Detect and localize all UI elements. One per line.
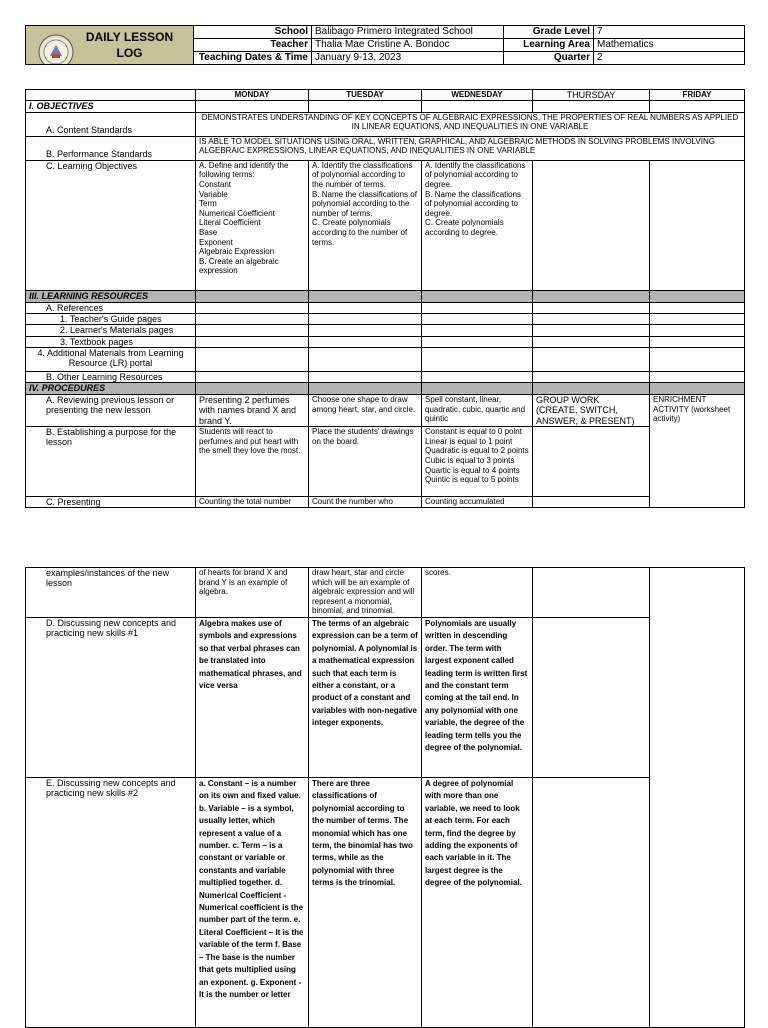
procedure-e-monday: a. Constant – is a number on its own and fixed value. b. Variable – is a symbol, usually letter, which represent a value of a number. c. Term – is a constant or variable or constants and variable multiplied together. d. Numerical Coefficient - Numerical coefficient is the number part of the term. e. Literal Coefficient – It is the variable of the term f. Base – The base is the number that gets multiplied using an exponent. g. Exponent - It is the number or letter	[196, 778, 309, 1028]
objectives-section-label: I. OBJECTIVES	[26, 101, 196, 113]
area-label: Learning Area	[504, 39, 594, 52]
procedure-a-tuesday: Choose one shape to draw among heart, star, and circle.	[309, 395, 422, 427]
content-standards-row	[26, 112, 745, 136]
procedure-d-monday: Algebra makes use of symbols and expressions so that verbal phrases can be translated into mathematical phrases, and vice versa	[196, 618, 309, 778]
learning-objectives-row	[26, 160, 745, 290]
procedure-d-row	[26, 618, 745, 778]
dates-label: Teaching Dates & Time	[194, 52, 312, 65]
performance-standards-row	[26, 136, 745, 160]
resources-section-label: III. LEARNING RESOURCES	[26, 290, 196, 302]
procedure-e-label: E. Discussing new concepts and practicing new skills #2	[26, 778, 196, 1028]
procedures-section-row	[26, 383, 745, 395]
lesson-table-continued	[25, 567, 745, 1028]
grade-label: Grade Level	[504, 26, 594, 39]
references-row	[26, 302, 745, 313]
procedure-b-wednesday: Constant is equal to 0 point Linear is equal to 1 point Quadratic is equal to 2 points Cubic is equal to 3 points Quartic is equal to 4 points Quintic is equal to 5 points	[422, 427, 533, 497]
learning-objectives-monday: A. Define and identify the following terms: Constant Variable Term Numerical Coefficient Literal Coefficient Base Exponent Algebraic Expression B. Create an algebraic expression	[196, 160, 309, 290]
procedure-e-row	[26, 778, 745, 1028]
day-thursday: THURSDAY	[533, 90, 650, 101]
school-value: Balibago Primero Integrated School	[312, 26, 504, 39]
procedure-b-monday: Students will react to perfumes and put heart with the smell they love the most.	[196, 427, 309, 497]
teacher-value: Thalia Mae Cristine A. Bondoc	[312, 39, 504, 52]
procedure-a-label: A. Reviewing previous lesson or presenting the new lesson	[26, 395, 196, 427]
other-resources-label: B. Other Learning Resources	[26, 371, 196, 382]
objectives-section-row	[26, 101, 745, 113]
teachers-guide-row	[26, 313, 745, 324]
procedure-c2-tuesday: draw heart, star and circle which will be an example of algebraic expression and will represent a monomial, binomial, and trinomial.	[309, 568, 422, 618]
header-table	[25, 25, 745, 65]
lesson-table	[25, 89, 745, 508]
document-title: DAILY LESSON LOG	[85, 30, 174, 60]
learning-objectives-label: C. Learning Objectives	[26, 160, 196, 290]
learners-materials-label: 2. Learner's Materials pages	[26, 325, 196, 336]
learners-materials-row	[26, 325, 745, 336]
procedure-d-wednesday: Polynomials are usually written in descending order. The term with largest exponent called leading term is written first and the constant term coming at the tail end. In any polynomial with one variable, the degree of the leading term tells you the degree of the polynomial.	[422, 618, 533, 778]
additional-materials-row	[26, 347, 745, 371]
quarter-value: 2	[594, 52, 745, 65]
content-standards-label: A. Content Standards	[26, 112, 196, 136]
procedure-e-tuesday: There are three classifications of polynomial according to the number of terms. The monomial which has one term, the binomial has two terms, while as the polynomial with three terms is the trinomial.	[309, 778, 422, 1028]
procedures-section-label: IV. PROCEDURES	[26, 383, 196, 395]
procedure-d-label: D. Discussing new concepts and practicing new skills #1	[26, 618, 196, 778]
procedure-c-label: C. Presenting	[26, 497, 196, 508]
additional-materials-label: 4. Additional Materials from Learning Resource (LR) portal	[26, 347, 196, 371]
procedure-a-row	[26, 395, 745, 427]
dates-value: January 9-13, 2023	[312, 52, 504, 65]
procedure-d-tuesday: The terms of an algebraic expression can be a term of polynomial. A polynomial is a mathematical expression such that each term is either a constant, or a product of a constant and variables with non-negative integer exponents.	[309, 618, 422, 778]
procedure-e-wednesday: A degree of polynomial with more than one variable, we need to look at each term. For each term, find the degree by adding the exponents of each variable in it. The largest degree is the degree of the polynomial.	[422, 778, 533, 1028]
procedure-b-row	[26, 427, 745, 497]
procedure-c-wednesday: Counting accumulated	[422, 497, 533, 508]
procedure-a-monday: Presenting 2 perfumes with names brand X and brand Y.	[196, 395, 309, 427]
procedure-b-tuesday: Place the students' drawings on the board.	[309, 427, 422, 497]
procedure-a-friday: ENRICHMENT ACTIVITY (worksheet activity)	[650, 395, 745, 508]
procedure-b-label: B. Establishing a purpose for the lesson	[26, 427, 196, 497]
procedure-a-thursday: GROUP WORK (CREATE, SWITCH, ANSWER, & PRESENT)	[533, 395, 650, 427]
performance-standards-label: B. Performance Standards	[26, 136, 196, 160]
teacher-label: Teacher	[194, 39, 312, 52]
procedure-c2-wednesday: scores.	[422, 568, 533, 618]
deped-seal-icon	[38, 34, 74, 65]
resources-section-row	[26, 290, 745, 302]
area-value: Mathematics	[594, 39, 745, 52]
day-friday: FRIDAY	[650, 90, 745, 101]
procedure-c2-monday: of hearts for brand X and brand Y is an example of algebra.	[196, 568, 309, 618]
references-label: A. References	[26, 302, 196, 313]
procedure-c2-row	[26, 568, 745, 618]
procedure-c-tuesday: Count the number who	[309, 497, 422, 508]
performance-standards-text: IS ABLE TO MODEL SITUATIONS USING ORAL, WRITTEN, GRAPHICAL, AND ALGEBRAIC METHODS IN SOLVING PROBLEMS INVOLVING ALGEBRAIC EXPRESSIONS, LINEAR EQUATIONS, AND INEQUALITIES IN ONE VARIABLE	[196, 136, 745, 160]
procedure-c-row	[26, 497, 745, 508]
procedure-c2-label: examples/instances of the new lesson	[26, 568, 196, 618]
day-header-row	[26, 90, 745, 101]
day-wednesday: WEDNESDAY	[422, 90, 533, 101]
textbook-row	[26, 336, 745, 347]
teachers-guide-label: 1. Teacher's Guide pages	[26, 313, 196, 324]
header-logo-cell	[26, 26, 194, 65]
procedure-a-wednesday: Spell constant, linear, quadratic, cubic, quartic and quintic	[422, 395, 533, 427]
procedure-c-monday: Counting the total number	[196, 497, 309, 508]
other-resources-row	[26, 371, 745, 382]
grade-value: 7	[594, 26, 745, 39]
content-standards-text: DEMONSTRATES UNDERSTANDING OF KEY CONCEPTS OF ALGEBRAIC EXPRESSIONS, THE PROPERTIES OF REAL NUMBERS AS APPLIED IN LINEAR EQUATIONS, AND INEQUALITIES IN ONE VARIABLE	[196, 112, 745, 136]
learning-objectives-tuesday: A. Identify the classifications of polynomial according to the number of terms. B. Name the classifications of polynomial according to the number of terms. C. Create polynomials according to the number of terms.	[309, 160, 422, 290]
day-tuesday: TUESDAY	[309, 90, 422, 101]
school-label: School	[194, 26, 312, 39]
learning-objectives-wednesday: A. Identify the classifications of polynomial according to degree. B. Name the classifications of polynomial according to degree. C. Create polynomials according to degree.	[422, 160, 533, 290]
quarter-label: Quarter	[504, 52, 594, 65]
day-monday: MONDAY	[196, 90, 309, 101]
textbook-label: 3. Textbook pages	[26, 336, 196, 347]
